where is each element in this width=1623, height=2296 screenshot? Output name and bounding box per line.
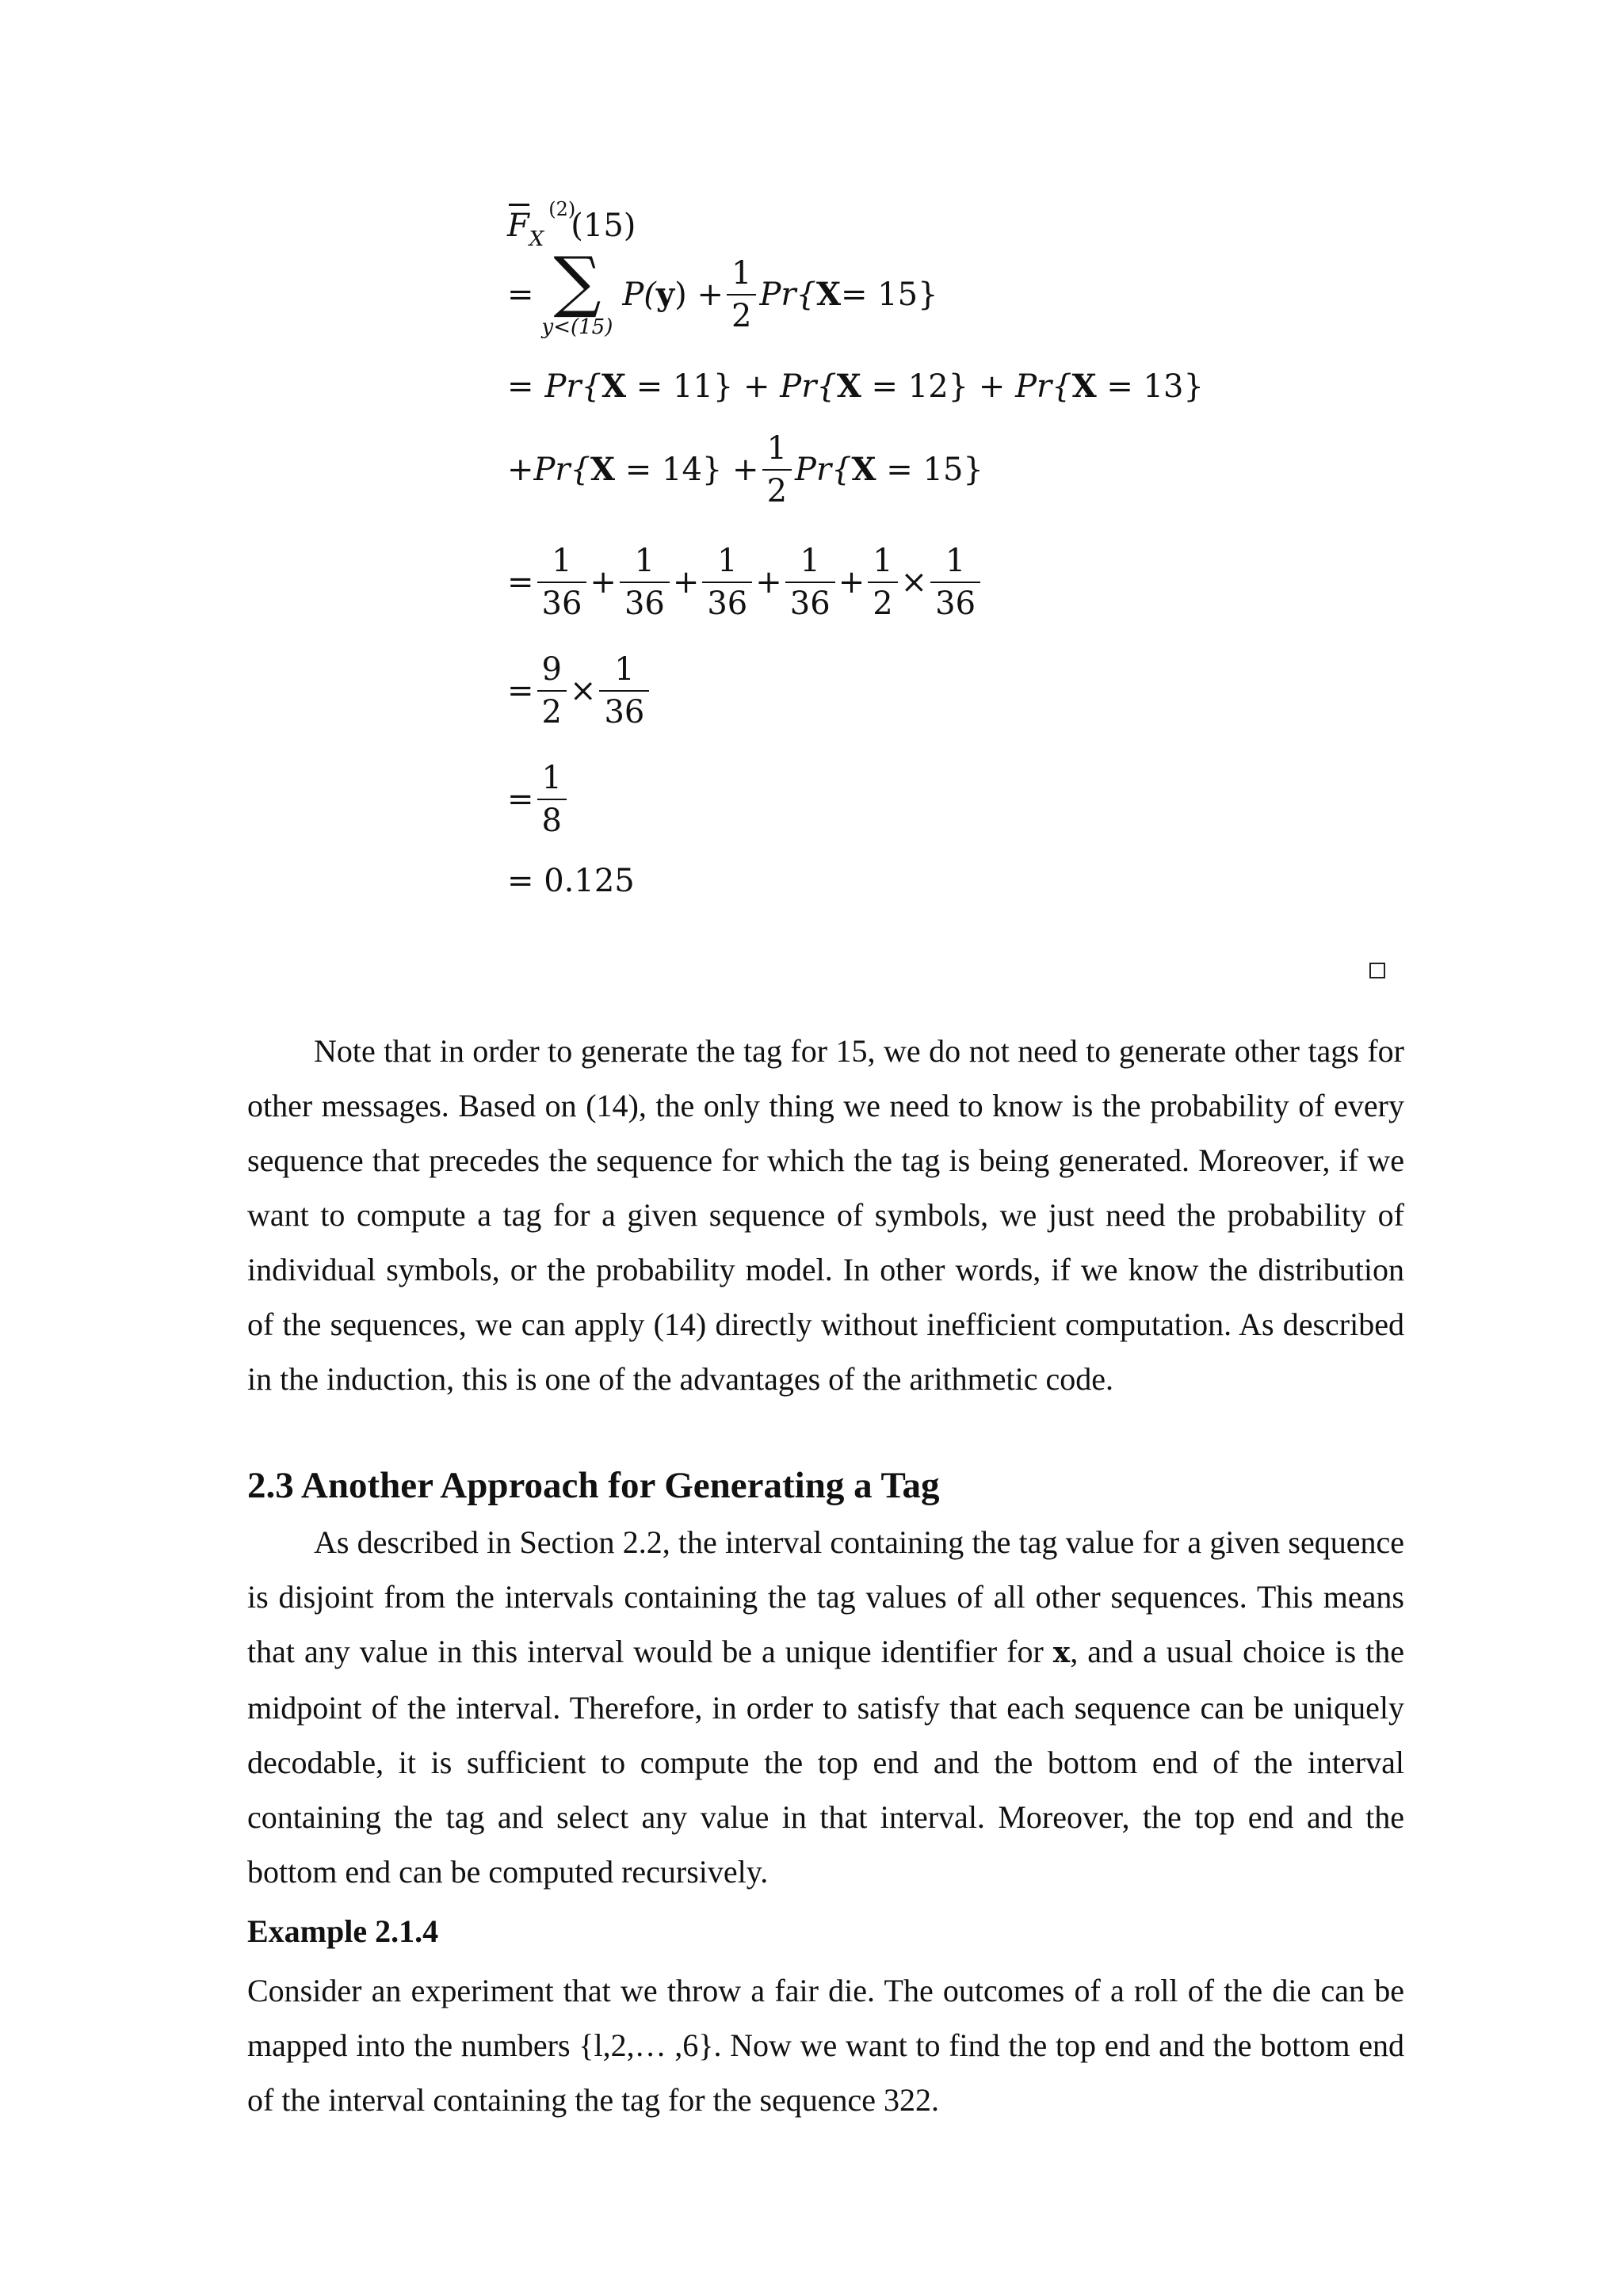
x-symbol: x [1052, 1636, 1071, 1669]
paragraph-tag-note: Note that in order to generate the tag for 15, we do not need to generate other tags for other messages. Based on (14), the only thing we need to know is the probability of every sequence that precedes the sequence for which the tag is being generated. Moreover, if we want to compute a tag for a given sequence of symbols, we just need the probability of individual symbols, or the probability model. In other words, if we know the distribution of the sequences, we can apply (14) directly without inefficient computation. As described in the induction, this is one of the advantages of the arithmetic code. [247, 1033, 1404, 1397]
equation-line-7: = $\frac{1}{8}$ [507, 762, 570, 837]
equation-lhs [507, 198, 636, 251]
f-bar-symbol: $F_X^{(2)}$ [507, 198, 576, 251]
fraction-half: $\frac{1}{2}$ [762, 433, 792, 507]
equation-sum-line: = ∑ y<(15) P( y ) + $\frac{1}{2}$ Pr{ X = 15} [507, 242, 938, 339]
paragraph-example: Consider an experiment that we throw a fair die. The outcomes of a roll of the die can be mapped into the numbers {l,2,… ,6}. Now we want to find the top end and the bottom end of the interval containing the tag for the sequence 322. [247, 1973, 1404, 2118]
example-title: Example 2.1.4 [247, 1913, 439, 1949]
equation-lhs-arg: (15) [571, 208, 636, 244]
summation: ∑ y<(15) [541, 242, 613, 339]
equation-line-6: = $\frac{9}{2}$ × $\frac{1}{36}$ [507, 654, 652, 728]
equation-line-8: = 0.125 [507, 863, 635, 899]
equation-line-5: = $\frac{1}{36}$ + $\frac{1}{36}$ + $\frac{1}{36}$ + $\frac{1}{36}$ + $\frac{1}{2}$ × $\frac{1}{36}$ [507, 545, 983, 620]
fraction-half: $\frac{1}{2}$ [727, 257, 756, 332]
paragraph-approach: As described in Section 2.2, the interval containing the tag value for a given sequence is disjoint from the intervals containing the tag values of all other sequences. This means that any value in this interval would be a unique identifier for x, and a usual choice is the midpoint of the interval. Therefore, in order to satisfy that each sequence can be uniquely decodable, it is sufficient to compute the top end and the bottom end of the interval containing the tag and select any value in that interval. Moreover, the top end and the bottom end can be computed recursively. [247, 1524, 1404, 1890]
equation-line-3: = Pr{ X = 11} + Pr{ X = 12} + Pr{ X = 13} [507, 368, 1204, 405]
end-of-proof-square [1369, 963, 1385, 978]
equation-line-4: + Pr{ X = 14} + $\frac{1}{2}$ Pr{ X = 15} [507, 430, 983, 509]
section-heading: 2.3 Another Approach for Generating a Tag [247, 1465, 940, 1506]
